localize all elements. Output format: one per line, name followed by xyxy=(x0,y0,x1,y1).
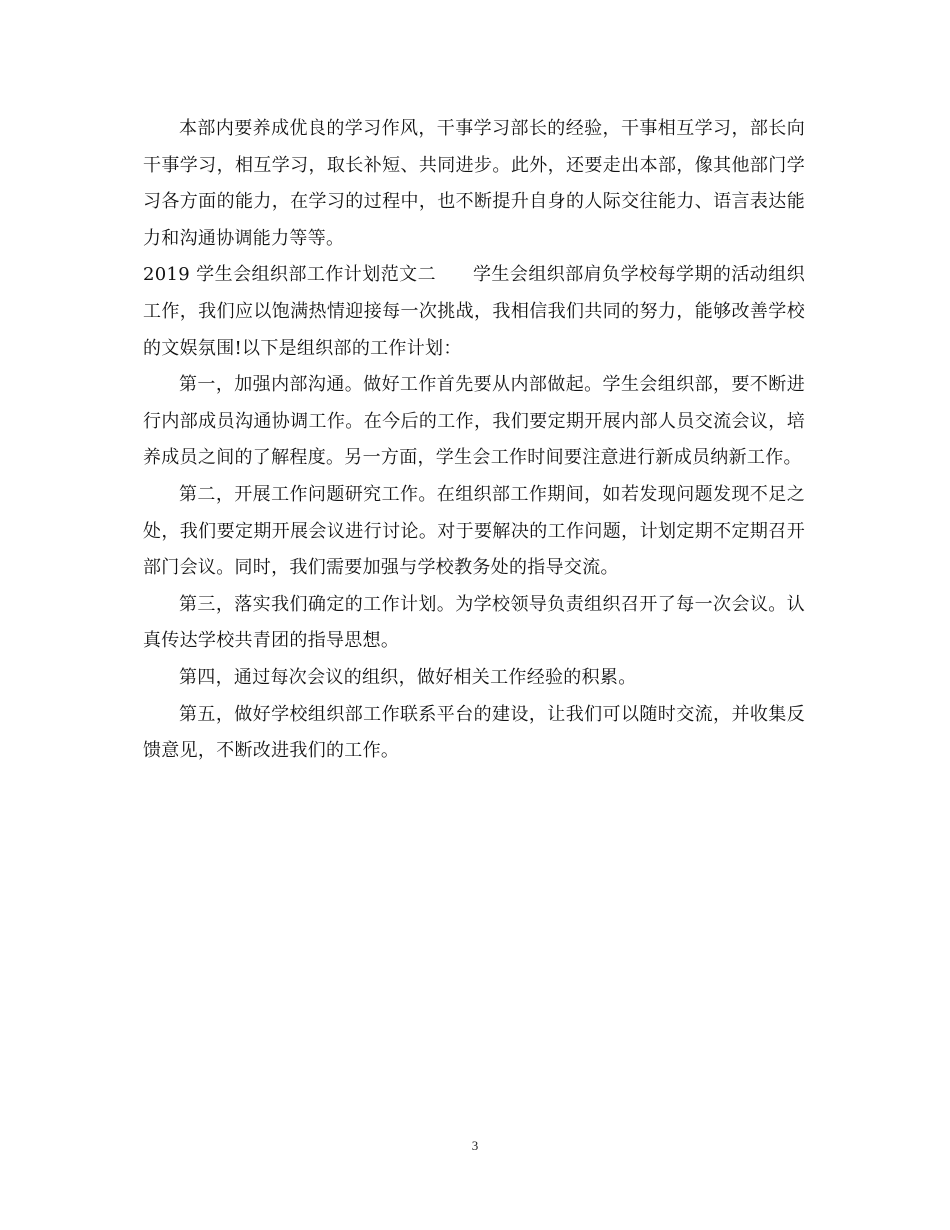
paragraph-point-one: 第一，加强内部沟通。做好工作首先要从内部做起。学生会组织部，要不断进行内部成员沟通协调工作。在今后的工作，我们要定期开展内部人员交流会议，培养成员之间的了解程度。另一方面，学生会工作时间要注意进行新成员纳新工作。 xyxy=(143,374,805,469)
paragraph-plan-intro: 2019 学生会组织部工作计划范文二 学生会组织部肩负学校每学期的活动组织工作，我们应以饱满热情迎接每一次挑战，我相信我们共同的努力，能够改善学校的文娱氛围!以下是组织部的工作计划： xyxy=(143,264,805,359)
paragraph-study-style: 本部内要养成优良的学习作风，干事学习部长的经验，干事相互学习，部长向干事学习，相互学习，取长补短、共同进步。此外，还要走出本部，像其他部门学习各方面的能力，在学习的过程中，也不断提升自身的人际交往能力、语言表达能力和沟通协调能力等等。 xyxy=(143,118,805,249)
paragraph-point-three: 第三，落实我们确定的工作计划。为学校领导负责组织召开了每一次会议。认真传达学校共青团的指导思想。 xyxy=(143,593,805,652)
paragraph-point-five: 第五，做好学校组织部工作联系平台的建设，让我们可以随时交流，并收集反馈意见，不断改进我们的工作。 xyxy=(143,703,805,762)
paragraph-point-four: 第四，通过每次会议的组织，做好相关工作经验的积累。 xyxy=(179,666,637,688)
paragraph-point-two: 第二，开展工作问题研究工作。在组织部工作期间，如若发现问题发现不足之处，我们要定期开展会议进行讨论。对于要解决的工作问题，计划定期不定期召开部门会议。同时，我们需要加强与学校教务处的指导交流。 xyxy=(143,483,805,579)
page-number: 3 xyxy=(471,1138,479,1153)
document-body xyxy=(143,111,805,770)
